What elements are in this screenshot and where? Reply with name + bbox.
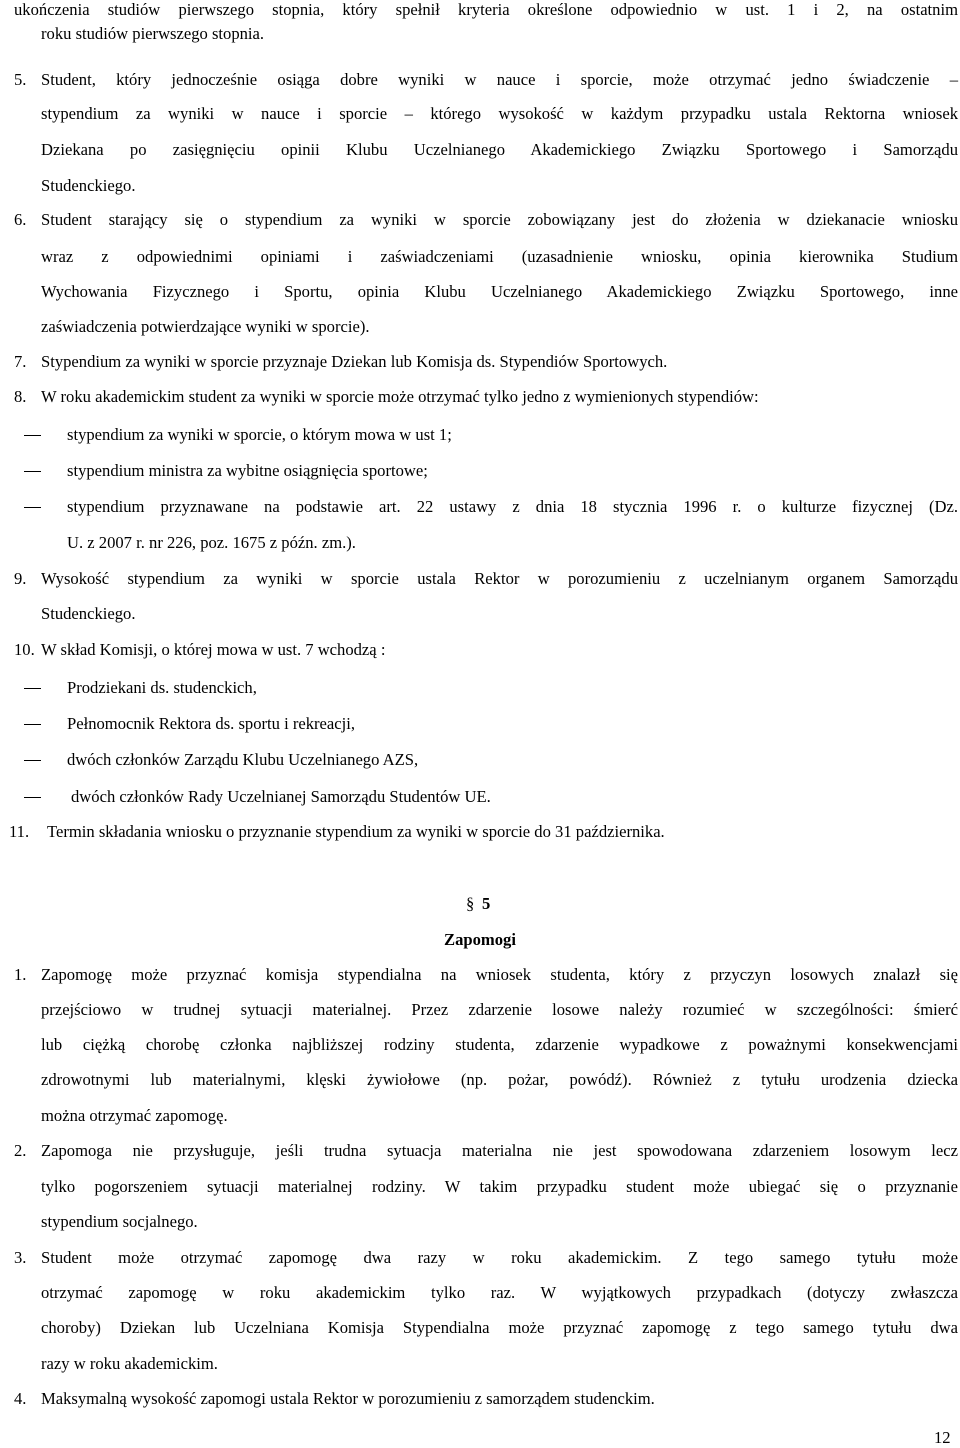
dash-bullet xyxy=(24,507,41,508)
paragraph-line: stypendium socjalnego. xyxy=(41,1212,198,1231)
paragraph-line: Dziekana po zasięgnięciu opinii Klubu Uczelnianego Akademickiego Związku Sportowego i Samorządu xyxy=(41,140,958,159)
list-number: 1. xyxy=(14,965,27,984)
list-item: Pełnomocnik Rektora ds. sportu i rekreacji, xyxy=(67,714,356,733)
list-item: dwóch członków Rady Uczelnianej Samorządu Studentów UE. xyxy=(71,787,491,806)
paragraph-line: Maksymalną wysokość zapomogi ustala Rektor w porozumieniu z samorządem studenckim. xyxy=(41,1389,655,1408)
paragraph-line: roku studiów pierwszego stopnia. xyxy=(41,24,265,43)
paragraph-line: ukończenia studiów pierwszego stopnia, który spełnił kryteria określone odpowiednio w ust. 1 i 2, na ostatnim xyxy=(14,0,958,19)
paragraph-line: Termin składania wniosku o przyznanie stypendium za wyniki w sporcie do 31 października. xyxy=(47,822,665,841)
paragraph-line: Wychowania Fizycznego i Sportu, opinia Klubu Uczelnianego Akademickiego Związku Sportowego, inne xyxy=(41,282,958,301)
list-item: stypendium przyznawane na podstawie art. 22 ustawy z dnia 18 stycznia 1996 r. o kulturze fizycznej (Dz. xyxy=(67,497,958,516)
paragraph-line: można otrzymać zapomogę. xyxy=(41,1106,228,1125)
paragraph-line: wraz z odpowiednimi opiniami i zaświadczeniami (uzasadnienie wniosku, opinia kierownika Studium xyxy=(41,247,958,266)
paragraph-line: W skład Komisji, o której mowa w ust. 7 wchodzą : xyxy=(41,640,386,659)
paragraph-line: Zapomoga nie przysługuje, jeśli trudna sytuacja materialna nie jest spowodowana zdarzeniem losowym lecz xyxy=(41,1141,958,1160)
paragraph-line: przejściowo w trudnej sytuacji materialnej. Przez zdarzenie losowe należy rozumieć w szczególności: śmierć xyxy=(41,1000,958,1019)
dash-bullet xyxy=(24,760,41,761)
list-number: 7. xyxy=(14,352,27,371)
list-number: 2. xyxy=(14,1141,27,1160)
list-number: 4. xyxy=(14,1389,27,1408)
paragraph-line: Stypendium za wyniki w sporcie przyznaje Dziekan lub Komisja ds. Stypendiów Sportowych. xyxy=(41,352,668,371)
list-number: 10. xyxy=(14,640,35,659)
paragraph-line: Wysokość stypendium za wyniki w sporcie ustala Rektor w porozumieniu z uczelnianym organem Samorządu xyxy=(41,569,958,588)
paragraph-line: Student, który jednocześnie osiąga dobre wyniki w nauce i sporcie, może otrzymać jedno świadczenie – xyxy=(41,70,958,89)
dash-bullet xyxy=(24,688,41,689)
dash-bullet xyxy=(24,471,41,472)
list-item: stypendium za wyniki w sporcie, o którym mowa w ust 1; xyxy=(67,425,452,444)
page-number: 12 xyxy=(934,1428,951,1447)
paragraph-line: lub ciężką chorobę członka najbliższej rodziny studenta, zdarzenie wypadkowe z poważnymi konsekwencjami xyxy=(41,1035,958,1054)
section-title: Zapomogi xyxy=(444,930,516,949)
paragraph-line: W roku akademickim student za wyniki w sporcie może otrzymać tylko jedno z wymienionych stypendiów: xyxy=(41,387,759,406)
paragraph-line: Student starający się o stypendium za wyniki w sporcie zobowiązany jest do złożenia w dziekanacie wniosku xyxy=(41,210,958,229)
paragraph-line: otrzymać zapomogę w roku akademickim tylko raz. W wyjątkowych przypadkach (dotyczy zwłaszcza xyxy=(41,1283,958,1302)
list-item: dwóch członków Zarządu Klubu Uczelnianego AZS, xyxy=(67,750,419,769)
list-number: 6. xyxy=(14,210,27,229)
dash-bullet xyxy=(24,724,41,725)
paragraph-line: tylko pogorszeniem sytuacji materialnej rodziny. W takim przypadku student może ubiegać się o przyznanie xyxy=(41,1177,958,1196)
list-number: 8. xyxy=(14,387,27,406)
paragraph-line: Student może otrzymać zapomogę dwa razy w roku akademickim. Z tego samego tytułu może xyxy=(41,1248,958,1267)
list-number: 9. xyxy=(14,569,27,588)
paragraph-line: stypendium za wyniki w nauce i sporcie – którego wysokość w każdym przypadku ustala Rektorna wniosek xyxy=(41,104,958,123)
paragraph-line: zdrowotnymi lub materialnymi, klęski żywiołowe (np. pożar, powódź). Również z tytułu urodzenia dziecka xyxy=(41,1070,958,1089)
paragraph-line: razy w roku akademickim. xyxy=(41,1354,218,1373)
dash-bullet xyxy=(24,435,41,436)
list-item: Prodziekani ds. studenckich, xyxy=(67,678,257,697)
list-number: 3. xyxy=(14,1248,27,1267)
paragraph-line: Zapomogę może przyznać komisja stypendialna na wniosek studenta, który z przyczyn losowych znalazł się xyxy=(41,965,958,984)
list-number: 11. xyxy=(9,822,30,841)
paragraph-line: choroby) Dziekan lub Uczelniana Komisja Stypendialna może przyznać zapomogę z tego samego tytułu dwa xyxy=(41,1318,958,1337)
dash-bullet xyxy=(24,797,41,798)
paragraph-line: Studenckiego. xyxy=(41,604,136,623)
list-item: U. z 2007 r. nr 226, poz. 1675 z późn. zm.). xyxy=(67,533,356,552)
list-item: stypendium ministra za wybitne osiągnięcia sportowe; xyxy=(67,461,428,480)
section-number: 5 xyxy=(482,894,491,913)
paragraph-line: zaświadczenia potwierdzające wyniki w sporcie). xyxy=(41,317,370,336)
list-number: 5. xyxy=(14,70,27,89)
section-symbol: § xyxy=(466,894,475,913)
paragraph-line: Studenckiego. xyxy=(41,176,136,195)
